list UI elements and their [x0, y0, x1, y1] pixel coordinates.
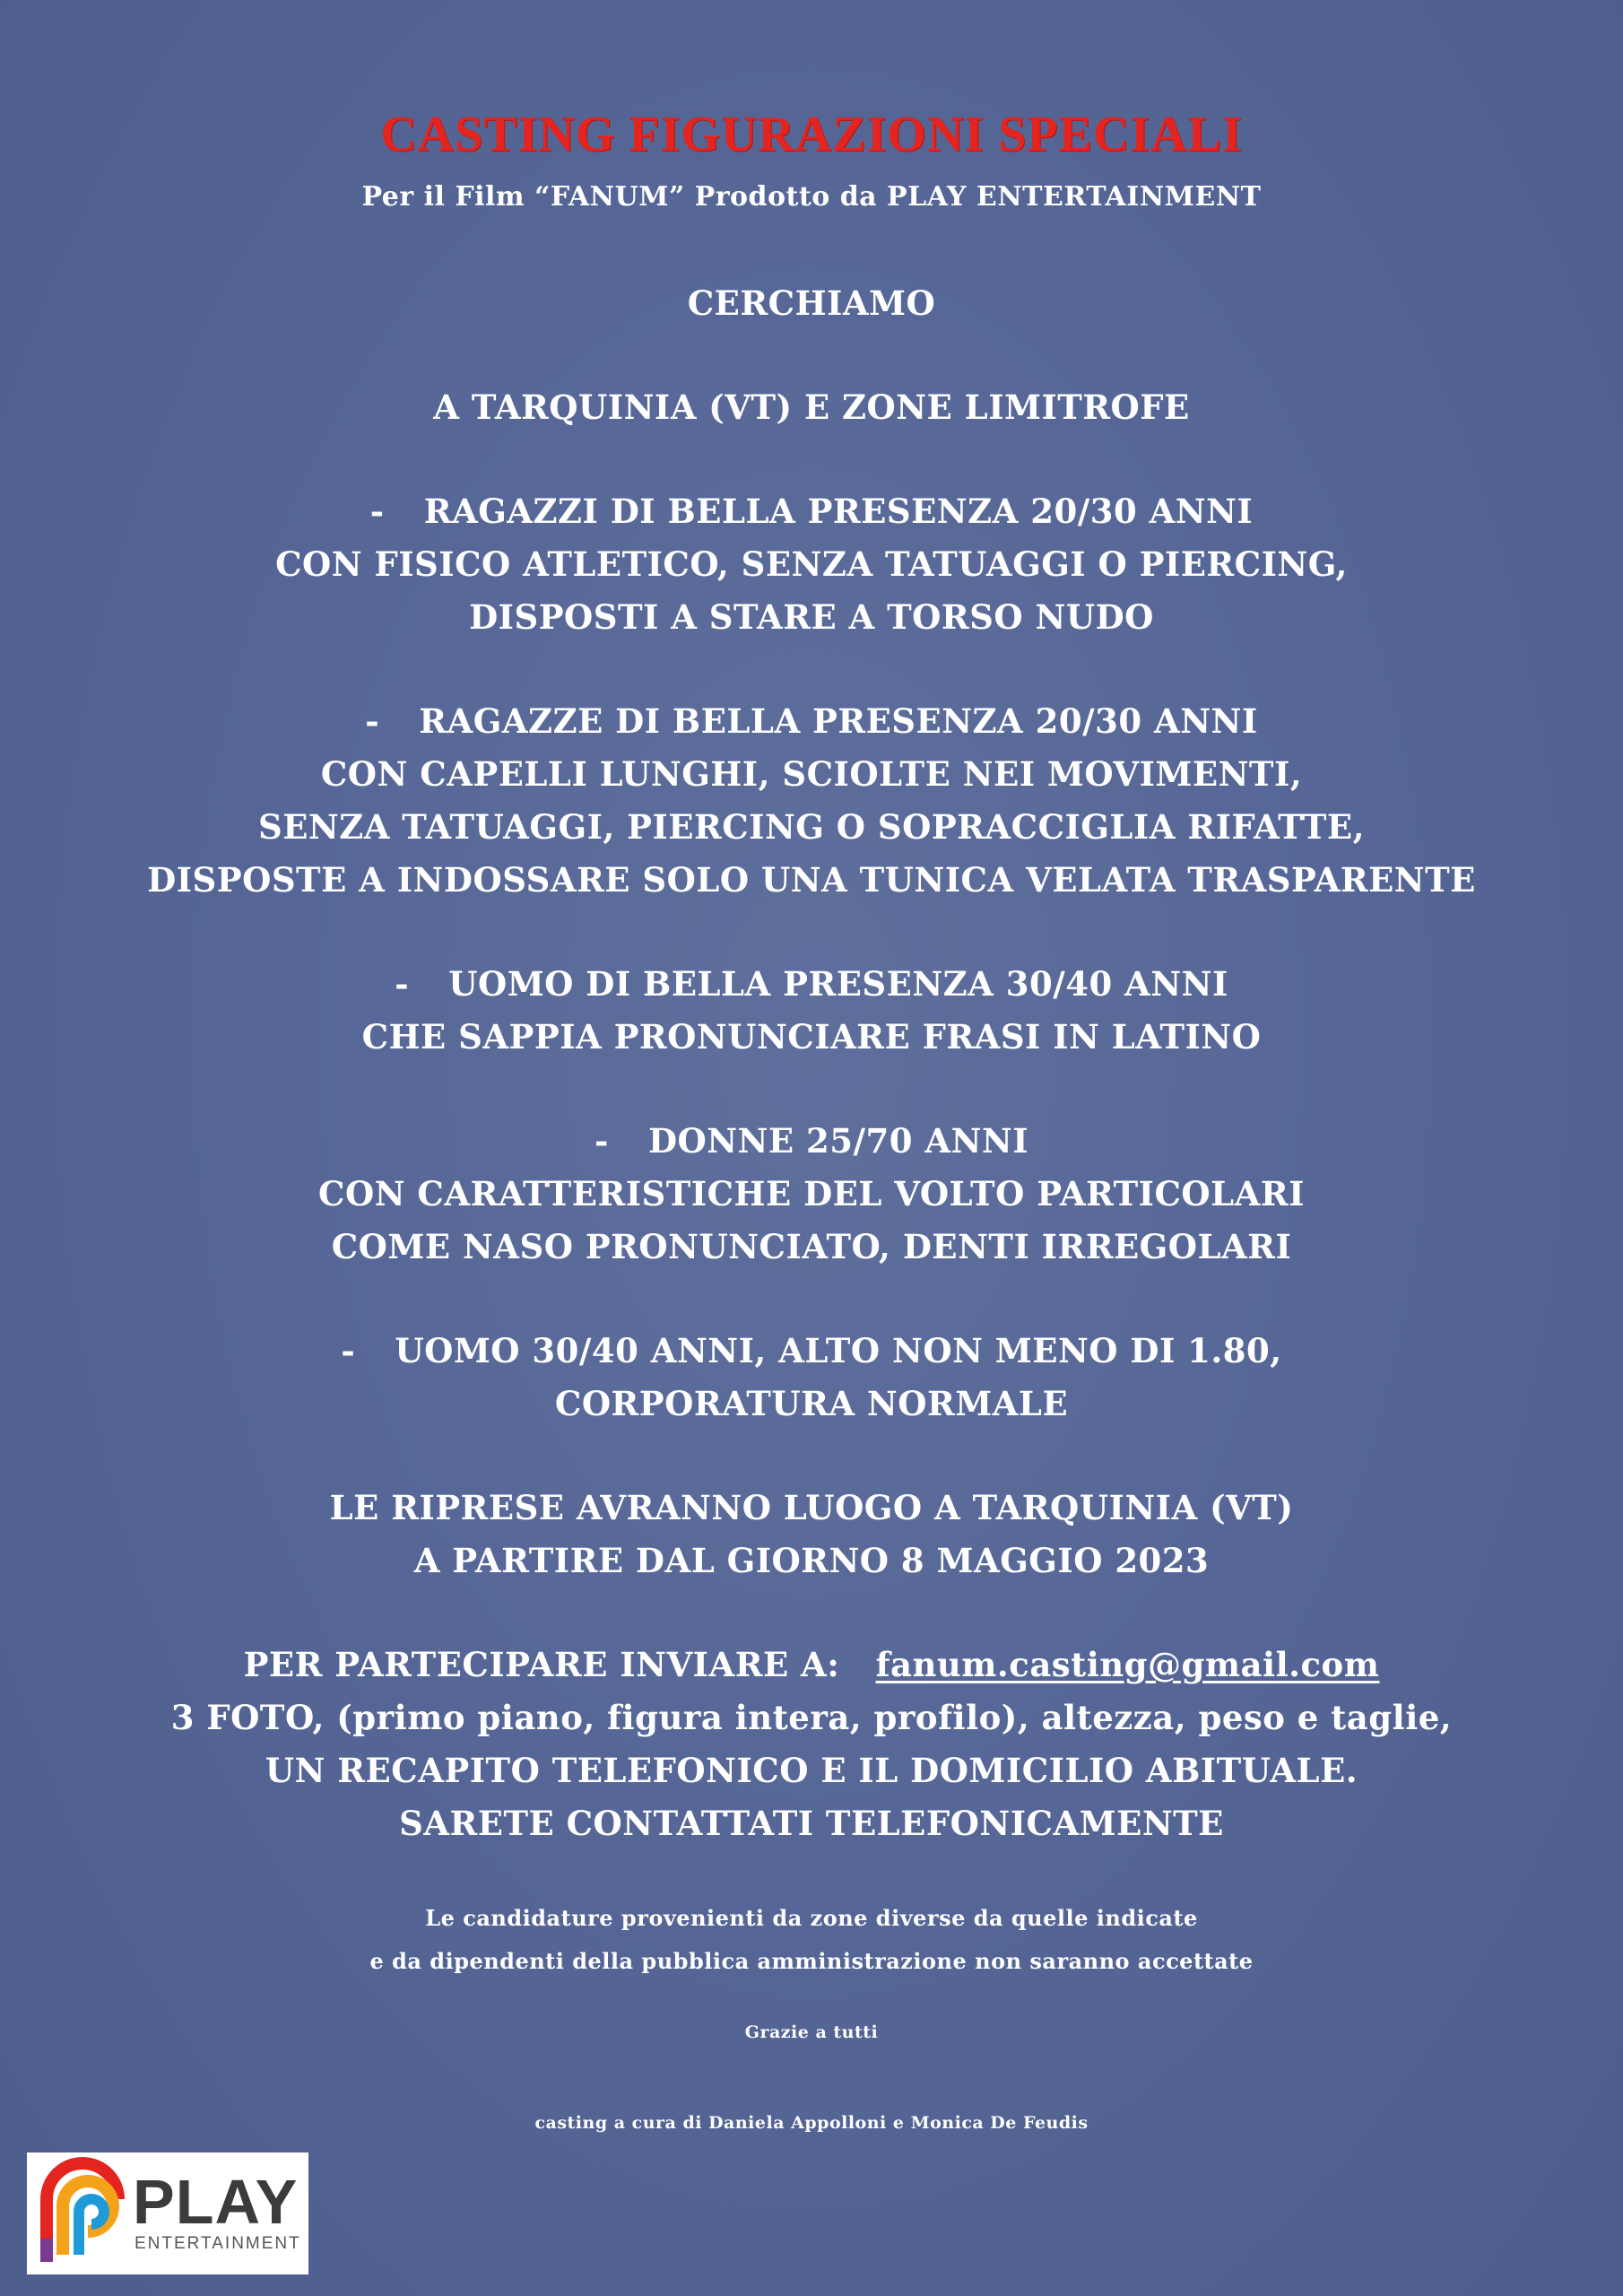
role-5-line-1: CORPORATURA NORMALE: [554, 1384, 1069, 1423]
shooting-line-1: LE RIPRESE AVRANNO LUOGO A TARQUINIA (VT): [329, 1488, 1294, 1527]
notice-line-2: e da dipendenti della pubblica amministrazione non saranno accettate: [369, 1948, 1254, 1974]
role-1-heading: - RAGAZZI DI BELLA PRESENZA 20/30 ANNI: [369, 491, 1254, 531]
apply-detail-1: 3 FOTO, (primo piano, figura intera, profilo), altezza, peso e taglie,: [170, 1698, 1453, 1737]
role-2-heading: - RAGAZZE DI BELLA PRESENZA 20/30 ANNI: [365, 701, 1258, 741]
role-4-heading: - DONNE 25/70 ANNI: [594, 1121, 1029, 1161]
poster-title: CASTING FIGURAZIONI SPECIALI: [380, 107, 1243, 162]
role-5-heading: - UOMO 30/40 ANNI, ALTO NON MENO DI 1.80,: [341, 1331, 1282, 1370]
play-entertainment-logo: [27, 2152, 308, 2274]
logo-subtext: ENTERTAINMENT: [135, 2234, 301, 2253]
role-2-line-3: DISPOSTE A INDOSSARE SOLO UNA TUNICA VELATA TRASPARENTE: [147, 860, 1476, 900]
contact-email-link[interactable]: fanum.casting@gmail.com: [875, 1645, 1380, 1684]
role-1-line-2: DISPOSTI A STARE A TORSO NUDO: [469, 597, 1154, 637]
bullet-dash: -: [341, 1331, 356, 1370]
role-2-line-1: CON CAPELLI LUNGHI, SCIOLTE NEI MOVIMENTI,: [320, 754, 1303, 794]
thanks-text: Grazie a tutti: [744, 2022, 879, 2042]
credits-text: casting a cura di Daniela Appolloni e Monica De Feudis: [534, 2113, 1089, 2133]
bullet-dash: -: [594, 1121, 609, 1161]
apply-detail-3: SARETE CONTATTATI TELEFONICAMENTE: [399, 1804, 1224, 1843]
bullet-dash: -: [365, 701, 380, 741]
role-3-heading: - UOMO DI BELLA PRESENZA 30/40 ANNI: [395, 964, 1228, 1004]
notice-line-1: Le candidature provenienti da zone diverse da quelle indicate: [425, 1905, 1198, 1931]
cerchiamo-heading: CERCHIAMO: [687, 283, 936, 323]
role-4-line-1: CON CARATTERISTICHE DEL VOLTO PARTICOLARI: [318, 1174, 1305, 1213]
bullet-dash: -: [369, 491, 385, 531]
play-logo-icon: [30, 2156, 145, 2271]
logo-wordmark: PLAY: [133, 2167, 299, 2237]
bullet-dash: -: [395, 964, 410, 1004]
role-3-line-1: CHE SAPPIA PRONUNCIARE FRASI IN LATINO: [361, 1017, 1262, 1057]
apply-label: PER PARTECIPARE INVIARE A:: [243, 1645, 840, 1684]
role-2-line-2: SENZA TATUAGGI, PIERCING O SOPRACCIGLIA RIFATTE,: [257, 807, 1366, 847]
poster-subtitle: Per il Film “FANUM” Prodotto da PLAY ENTERTAINMENT: [361, 181, 1262, 213]
location-line: A TARQUINIA (VT) E ZONE LIMITROFE: [433, 387, 1190, 427]
apply-line: [0, 1645, 1623, 1684]
role-1-line-1: CON FISICO ATLETICO, SENZA TATUAGGI O PIERCING,: [275, 544, 1348, 584]
role-4-line-2: COME NASO PRONUNCIATO, DENTI IRREGOLARI: [331, 1227, 1292, 1266]
shooting-line-2: A PARTIRE DAL GIORNO 8 MAGGIO 2023: [413, 1541, 1210, 1580]
apply-detail-2: UN RECAPITO TELEFONICO E IL DOMICILIO ABITUALE.: [265, 1751, 1358, 1790]
